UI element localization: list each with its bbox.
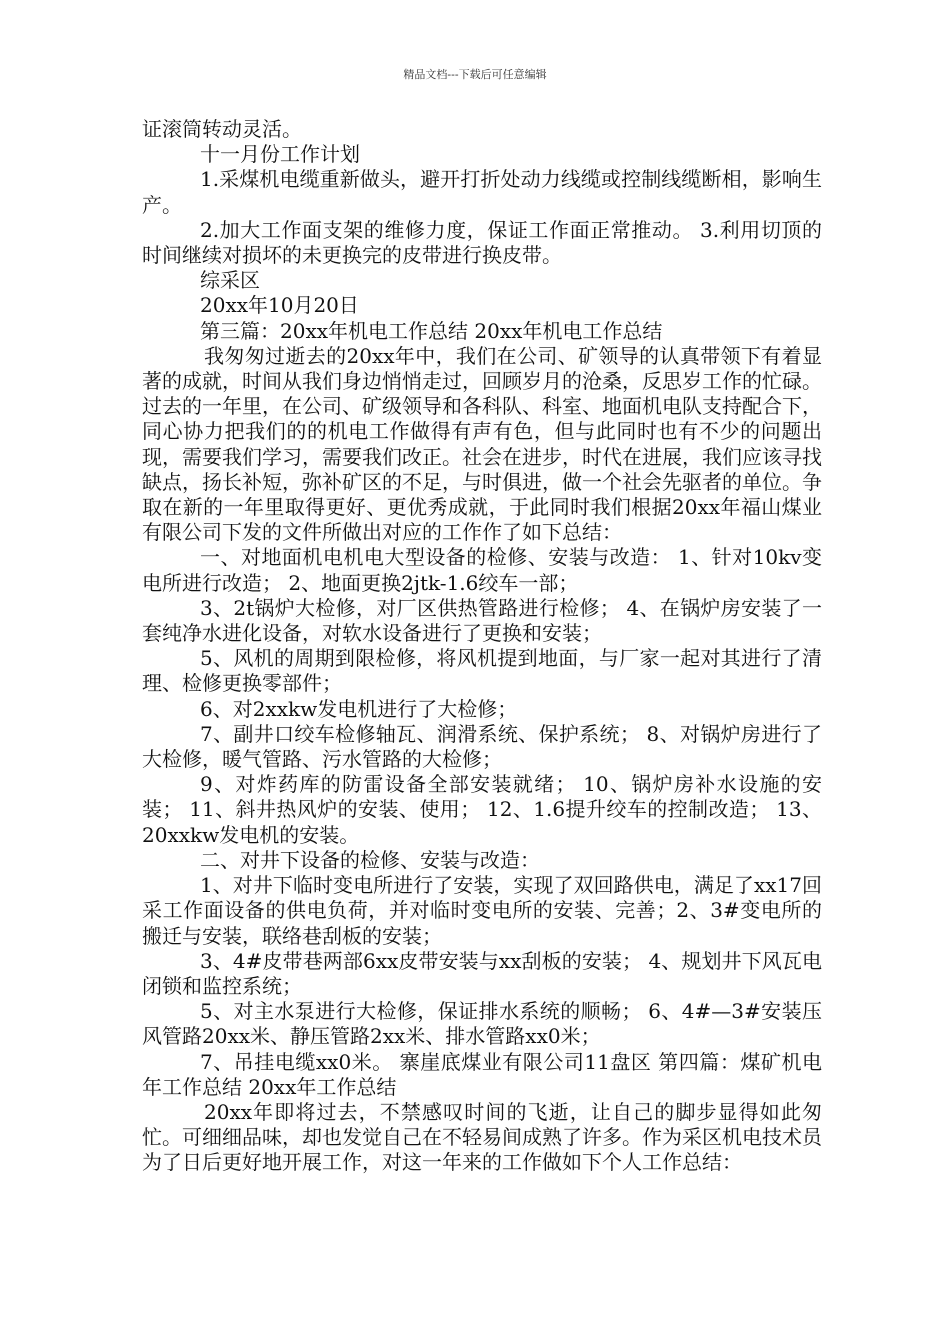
- list-item: 7、吊挂电缆xx0米。 寨崖底煤业有限公司11盘区 第四篇：煤矿机电年工作总结 20xx年工作总结: [142, 1049, 822, 1099]
- paragraph: 2.加大工作面支架的维修力度，保证工作面正常推动。 3.利用切顶的时间继续对损坏的未更换完的皮带进行换皮带。: [142, 217, 822, 268]
- list-item: 6、对2xxkw发电机进行了大检修；: [200, 696, 518, 721]
- paragraph: 证滚筒转动灵活。: [142, 117, 302, 141]
- list-item: 5、对主水泵进行大检修，保证排水系统的顺畅； 6、4#—3#安装压风管路20xx米、静压管路2xx米、排水管路xx0米；: [142, 999, 822, 1049]
- page-header: 精品文档---下载后可任意编辑: [403, 68, 547, 81]
- list-item: 3、2t锅炉大检修，对厂区供热管路进行检修； 4、在锅炉房安装了一套纯净水进化设备，对软水设备进行了更换和安装；: [142, 595, 822, 646]
- signature-date: 20xx年10月20日: [200, 293, 359, 318]
- document-body: [142, 117, 822, 1176]
- list-item: 5、风机的周期到限检修，将风机提到地面，与厂家一起对其进行了清理、检修更换零部件；: [142, 646, 822, 696]
- paragraph: 20xx年即将过去，不禁感叹时间的飞逝，让自己的脚步显得如此匆忙。可细细品味，却也发觉自己在不轻易间成熟了许多。作为采区机电技术员为了日后更好地开展工作，对这一年来的工作做如下个人工作总结：: [142, 1099, 822, 1175]
- section-heading: 十一月份工作计划: [200, 142, 360, 167]
- signature-department: 综采区: [200, 268, 260, 293]
- list-item: 一、对地面机电机电大型设备的检修、安装与改造： 1、针对10kv变电所进行改造； 2、地面更换2jtk-1.6绞车一部；: [142, 545, 822, 595]
- list-item: 1、对井下临时变电所进行了安装，实现了双回路供电，满足了xx17回采工作面设备的供电负荷，并对临时变电所的安装、完善；2、3#变电所的搬迁与安装，联络巷刮板的安装；: [142, 873, 822, 948]
- list-item: 9、对炸药库的防雷设备全部安装就绪； 10、锅炉房补水设施的安装； 11、斜井热风炉的安装、使用； 12、1.6提升绞车的控制改造； 13、20xxkw发电机的安装。: [142, 772, 822, 847]
- paragraph: 我匆匆过逝去的20xx年中，我们在公司、矿领导的认真带领下有着显著的成就，时间从我们身边悄悄走过，回顾岁月的沧桑，反思岁工作的忙碌。过去的一年里，在公司、矿级领导和各科队、科室、地面机电队支持配合下，同心协力把我们的的机电工作做得有声有色，但与此同时也有不少的问题出现，需要我们学习，需要我们改正。社会在进步，时代在进展，我们应该寻找缺点，扬长补短，弥补矿区的不足，与时俱进，做一个社会先驱者的单位。争取在新的一年里取得更好、更优秀成就，于此同时我们根据20xx年福山煤业有限公司下发的文件所做出对应的工作作了如下总结：: [142, 343, 822, 545]
- section-heading: 第三篇：20xx年机电工作总结 20xx年机电工作总结: [200, 318, 663, 343]
- list-item: 7、副井口绞车检修轴瓦、润滑系统、保护系统； 8、对锅炉房进行了大检修，暖气管路、污水管路的大检修；: [142, 721, 822, 772]
- section-heading: 二、对井下设备的检修、安装与改造：: [200, 847, 540, 872]
- paragraph: 1.采煤机电缆重新做头，避开打折处动力线缆或控制线缆断相，影响生产。: [142, 167, 822, 217]
- list-item: 3、4#皮带巷两部6xx皮带安装与xx刮板的安装； 4、规划井下风瓦电闭锁和监控系统；: [142, 948, 822, 998]
